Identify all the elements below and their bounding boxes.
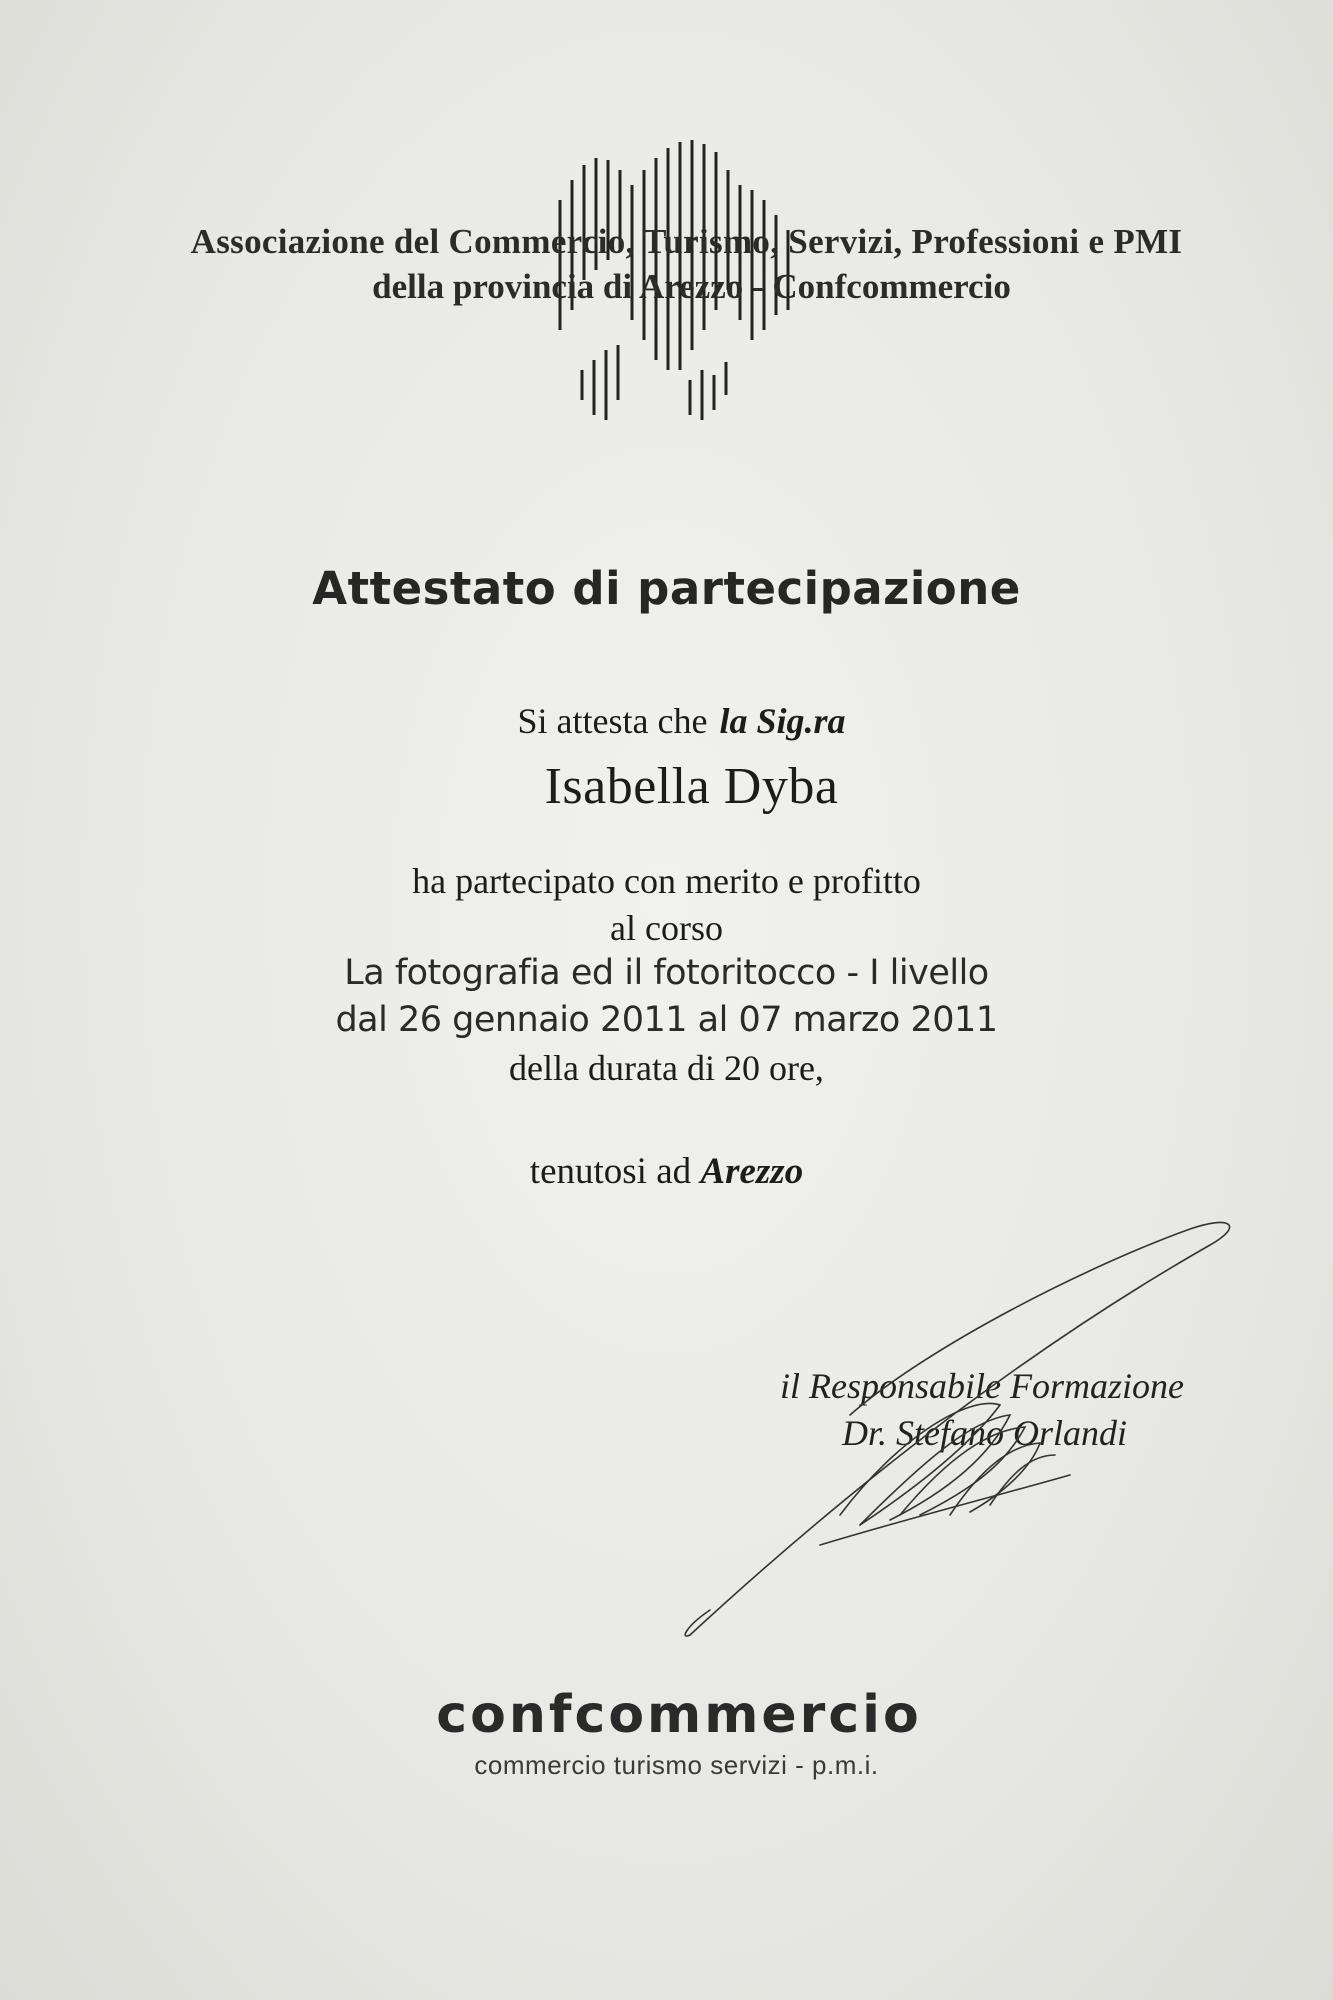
participant-name: Isabella Dyba <box>544 758 839 815</box>
course-duration: della durata di 20 ore, <box>509 1048 824 1088</box>
handwritten-signature-icon <box>670 1215 1250 1655</box>
location-prefix: tenutosi ad <box>529 1151 692 1192</box>
brand-tagline: commercio turismo servizi - p.m.i. <box>474 1750 879 1780</box>
location-city: Arezzo <box>700 1151 804 1192</box>
attestation-prefix: Si attesta che <box>517 701 708 741</box>
signer-role: il Responsabile Formazione <box>780 1366 1184 1406</box>
signer-name: Dr. Stefano Orlandi <box>842 1413 1128 1453</box>
honorific: la Sig.ra <box>719 701 846 741</box>
certificate-title: Attestato di partecipazione <box>312 562 1021 615</box>
association-name-line1: Associazione del Commercio, Turismo, Servizi, Professioni e PMI <box>190 222 1183 261</box>
brand-wordmark: confcommercio <box>436 1685 922 1745</box>
association-name-line2: della provincia di Arezzo - Confcommercio <box>372 267 1011 306</box>
attestation-line <box>0 700 1333 742</box>
course-location <box>0 1150 1333 1193</box>
participation-statement: ha partecipato con merito e profitto <box>412 861 921 901</box>
course-title: La fotografia ed il fotoritocco - I livello <box>344 953 989 993</box>
course-dates: dal 26 gennaio 2011 al 07 marzo 2011 <box>335 1000 998 1040</box>
course-intro: al corso <box>610 908 723 948</box>
